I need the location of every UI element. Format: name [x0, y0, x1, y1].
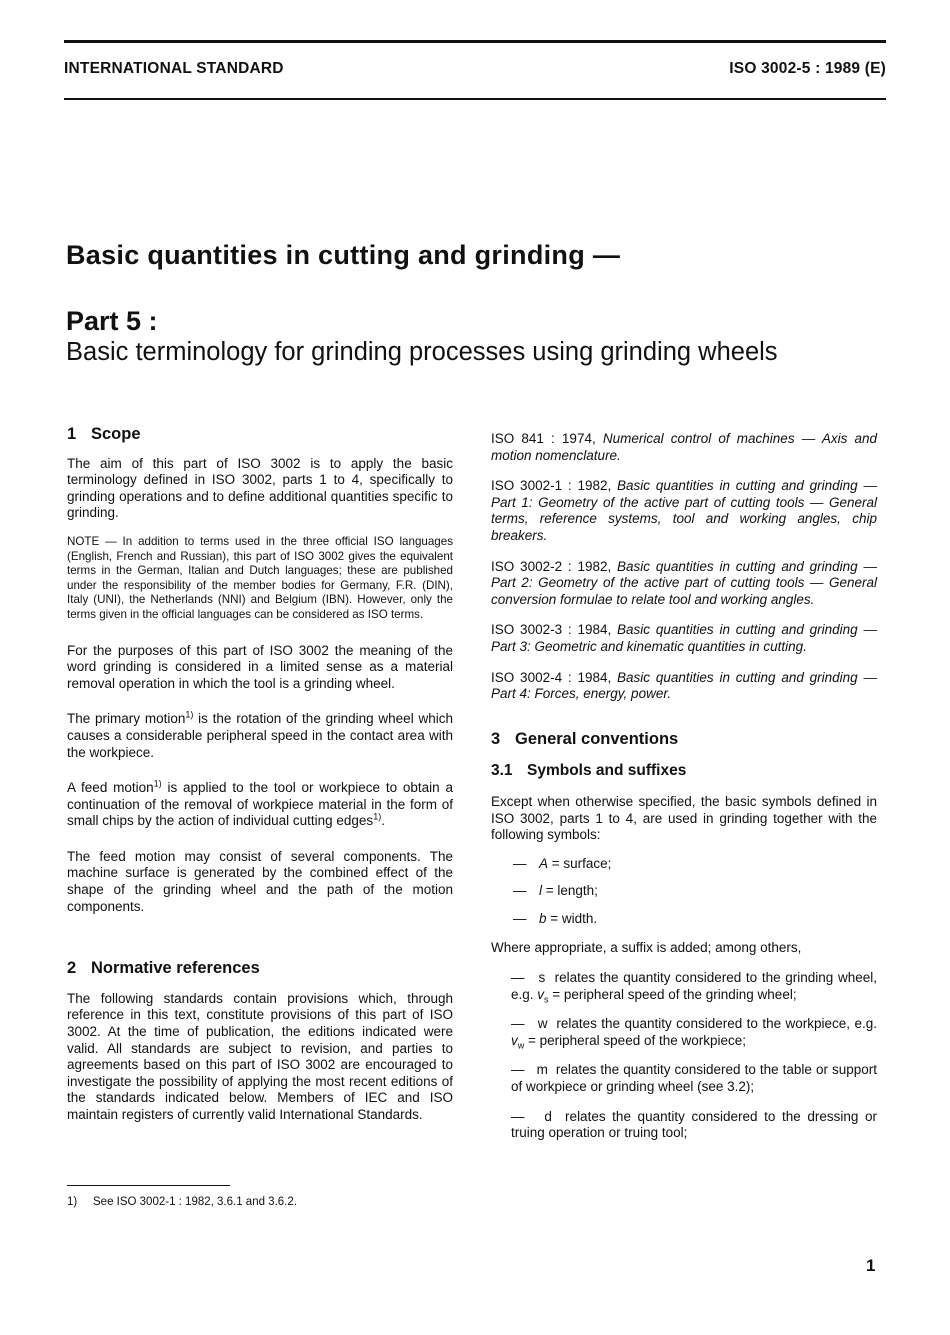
footnote-ref[interactable]: 1)	[373, 811, 382, 822]
suffix-item: — m relates the quantity considered to the table or support of workpiece or grinding wheel (see 3.2);	[511, 1062, 877, 1095]
scope-note: NOTE — In addition to terms used in the three official ISO languages (English, French and Russian), this part of ISO 3002 gives the equivalent terms in the German, Italian and Dutch languages; these are published under the responsibility of the member bodies for Germany, F.R. (DIN), Italy (UNI), the Netherlands (NNI) and Belgium (IBN). However, only the terms given in the official languages can be considered as ISO terms.	[67, 534, 453, 621]
doc-number: ISO 3002-5 : 1989 (E)	[729, 60, 886, 77]
subtitle: Basic terminology for grinding processes using grinding wheels	[66, 338, 778, 366]
reference-item: ISO 3002-1 : 1982, Basic quantities in cutting and grinding — Part 1: Geometry of the active part of cutting tools — General terms, reference systems, tool and working angles, chip breakers.	[491, 478, 877, 543]
footnote-ref[interactable]: 1)	[185, 709, 194, 720]
section-heading-conventions: 3 General conventions	[491, 729, 679, 748]
symbol-item: — A = surface;	[513, 855, 612, 871]
scope-paragraph-1: The aim of this part of ISO 3002 is to apply the basic terminology defined in ISO 3002, parts 1 to 4, specifically to grinding operations and to define additional quantities specific to grinding.	[67, 455, 453, 521]
symbol-item: — l = length;	[513, 883, 598, 899]
footnote-divider	[67, 1185, 230, 1186]
footnote-ref[interactable]: 1)	[153, 778, 162, 789]
conventions-intro: Except when otherwise specified, the basic symbols defined in ISO 3002, parts 1 to 4, are used in grinding together with the following symbols:	[491, 793, 877, 843]
suffix-intro: Where appropriate, a suffix is added; among others,	[491, 940, 802, 956]
reference-item: ISO 3002-4 : 1984, Basic quantities in cutting and grinding — Part 4: Forces, energy, power.	[491, 669, 877, 702]
main-title: Basic quantities in cutting and grinding —	[66, 240, 621, 270]
reference-item: ISO 841 : 1974, Numerical control of machines — Axis and motion nomenclature.	[491, 431, 877, 463]
header-bottom-rule	[64, 98, 886, 100]
left-column	[67, 426, 453, 1124]
suffix-item: — s relates the quantity considered to the grinding wheel, e.g. $v_s$ = peripheral speed of the grinding wheel;	[511, 970, 877, 1005]
suffix-item: — w relates the quantity considered to the workpiece, e.g. $v_w$ = peripheral speed of the workpiece;	[511, 1016, 877, 1051]
section-heading-scope: 1 Scope	[67, 425, 141, 443]
subsection-heading-symbols: 3.1 Symbols and suffixes	[491, 762, 687, 780]
reference-item: ISO 3002-3 : 1984, Basic quantities in cutting and grinding — Part 3: Geometric and kinematic quantities in cutting.	[491, 622, 877, 654]
scope-paragraph-2: For the purposes of this part of ISO 3002 the meaning of the word grinding is considered in a limited sense as a material removal operation in which the tool is a grinding wheel.	[67, 642, 453, 691]
part-label: Part 5 :	[66, 306, 158, 336]
section-heading-normative: 2 Normative references	[67, 959, 260, 978]
symbol-item: — b = width.	[513, 910, 598, 926]
page-number: 1	[866, 1256, 876, 1275]
scope-paragraph-5: The feed motion may consist of several components. The machine surface is generated by the combined effect of the shape of the grinding wheel and the path of the motion components.	[67, 848, 453, 914]
normative-paragraph: The following standards contain provisions which, through reference in this text, constitute provisions of this part of ISO 3002. At the time of publication, the editions indicated were valid. All standards are subject to revision, and parties to agreements based on this part of ISO 3002 are encouraged to investigate the possibility of applying the most recent editions of the standards indicated below. Members of IEC and ISO maintain registers of currently valid International Standards.	[67, 990, 453, 1122]
header-top-rule	[64, 40, 886, 43]
suffix-item: — d relates the quantity considered to the dressing or truing operation or truing tool;	[511, 1108, 877, 1141]
doc-type-label: INTERNATIONAL STANDARD	[64, 60, 284, 77]
right-column	[491, 431, 877, 1142]
footnote: 1) See ISO 3002-1 : 1982, 3.6.1 and 3.6.2.	[67, 1196, 297, 1208]
reference-item: ISO 3002-2 : 1982, Basic quantities in cutting and grinding — Part 2: Geometry of the active part of cutting tools — General conversion formulae to relate tool and working angles.	[491, 558, 877, 607]
scope-paragraph-4: A feed motion$^{1)}$ is applied to the tool or workpiece to obtain a continuation of the removal of workpiece material in the form of small chips by the action of individual cutting edges$^{1)}$.	[67, 778, 453, 829]
scope-paragraph-3: The primary motion$^{1)}$ is the rotation of the grinding wheel which causes a considerable peripheral speed in the contact area with the workpiece.	[67, 709, 453, 760]
